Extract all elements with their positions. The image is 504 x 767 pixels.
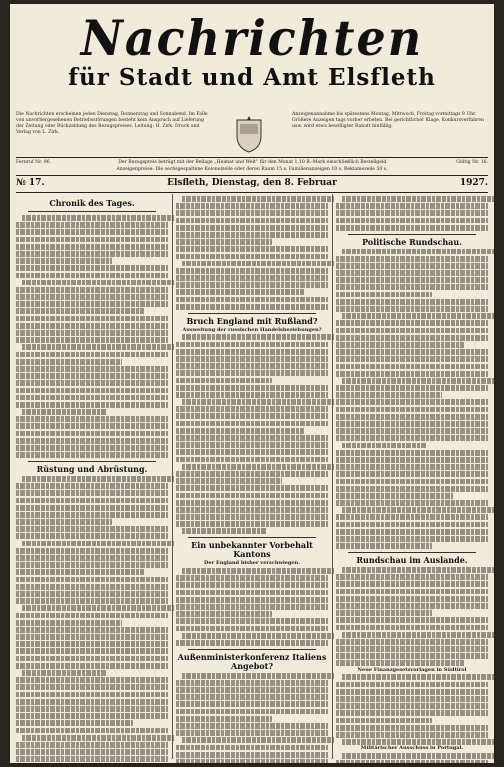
divider xyxy=(16,175,488,176)
text-line xyxy=(16,237,168,243)
text-line xyxy=(336,225,488,231)
text-line xyxy=(176,626,328,632)
text-line xyxy=(16,294,168,300)
text-line xyxy=(176,485,328,491)
text-line xyxy=(16,452,168,458)
text-line xyxy=(342,674,494,680)
text-line xyxy=(16,591,168,597)
column-1 xyxy=(16,196,168,763)
text-line xyxy=(16,287,168,293)
text-line xyxy=(16,613,168,619)
article-text xyxy=(336,249,488,549)
article-text xyxy=(176,673,328,763)
text-line xyxy=(176,597,328,603)
article-text xyxy=(16,476,168,763)
text-line xyxy=(336,732,488,738)
text-line xyxy=(336,760,488,763)
text-line xyxy=(336,421,488,427)
text-line xyxy=(16,569,144,575)
text-line xyxy=(176,701,328,707)
text-line xyxy=(16,445,168,451)
article-text xyxy=(176,568,328,646)
text-line xyxy=(176,590,328,596)
text-line xyxy=(342,196,494,202)
text-line xyxy=(336,596,488,602)
text-line xyxy=(176,218,328,224)
text-line xyxy=(336,364,488,370)
section-heading: Chronik des Tages. xyxy=(49,198,135,208)
text-line xyxy=(336,646,488,652)
text-line xyxy=(176,500,328,506)
text-line xyxy=(182,334,334,340)
text-line xyxy=(336,299,488,305)
text-line xyxy=(16,258,112,264)
text-line xyxy=(336,522,488,528)
text-line xyxy=(16,402,168,408)
text-line xyxy=(16,512,168,518)
text-line xyxy=(176,225,328,231)
text-line xyxy=(176,507,328,513)
text-line xyxy=(16,562,168,568)
text-line xyxy=(336,270,488,276)
text-line xyxy=(16,316,168,322)
publication-info: Die Nachrichten erscheinen jeden Dienstag, Donnerstag und Sonnabend. Im Falle von unvorhergesehenen Betriebsstörungen besteht kein Anspruch auf Lieferung der Zeitung oder Rückzahlung des Bezugspreises. Leitung: H. Zirk. Druck und Verlag von L. Zirk. xyxy=(16,112,208,135)
issue-number: № 17. xyxy=(16,178,45,188)
text-line xyxy=(16,395,168,401)
subscription-line xyxy=(16,160,488,167)
divider xyxy=(16,157,488,158)
text-line xyxy=(16,366,168,372)
text-line xyxy=(176,392,328,398)
text-line xyxy=(336,218,488,224)
text-line xyxy=(336,543,432,549)
text-line xyxy=(336,639,488,645)
text-line xyxy=(176,406,328,412)
text-line xyxy=(176,304,328,310)
text-line xyxy=(16,431,168,437)
text-line xyxy=(176,604,328,610)
text-line xyxy=(336,536,488,542)
text-line xyxy=(176,363,328,369)
text-line xyxy=(176,275,328,281)
newspaper-page xyxy=(10,4,494,763)
text-line xyxy=(176,435,328,441)
text-line xyxy=(176,442,328,448)
article-text xyxy=(336,567,488,666)
text-line xyxy=(16,388,168,394)
text-line xyxy=(16,301,168,307)
text-line xyxy=(22,409,107,415)
text-line xyxy=(336,210,488,216)
text-line xyxy=(336,407,488,413)
text-line xyxy=(176,640,328,646)
text-line xyxy=(176,289,304,295)
text-line xyxy=(16,713,168,719)
text-line xyxy=(176,385,328,391)
text-line xyxy=(16,555,168,561)
text-line xyxy=(182,737,334,743)
text-line xyxy=(176,618,328,624)
text-line xyxy=(176,723,328,729)
text-line xyxy=(336,428,488,434)
text-line xyxy=(336,457,488,463)
text-line xyxy=(22,541,174,547)
text-line xyxy=(22,215,174,221)
text-line xyxy=(176,449,328,455)
text-line xyxy=(182,633,334,639)
text-line xyxy=(22,344,174,350)
text-line xyxy=(176,582,328,588)
text-line xyxy=(336,703,488,709)
text-line xyxy=(336,292,432,298)
text-line xyxy=(16,265,168,271)
text-line xyxy=(182,528,267,534)
text-line xyxy=(176,575,328,581)
text-line xyxy=(16,706,168,712)
text-line xyxy=(16,498,168,504)
validity: Gültig Nr. 16. xyxy=(456,160,488,165)
text-line xyxy=(16,359,122,365)
text-line xyxy=(176,254,328,260)
text-line xyxy=(176,716,272,722)
text-line xyxy=(176,370,328,376)
section-heading: Politische Rundschau. xyxy=(362,236,462,247)
text-line xyxy=(176,210,328,216)
text-line xyxy=(176,342,328,348)
text-line xyxy=(336,486,488,492)
text-line xyxy=(336,625,488,631)
text-line xyxy=(336,589,488,595)
text-line xyxy=(176,349,328,355)
text-line xyxy=(22,280,174,286)
text-line xyxy=(182,568,334,574)
text-line xyxy=(176,478,282,484)
text-line xyxy=(336,356,488,362)
text-line xyxy=(16,577,168,583)
text-line xyxy=(176,687,328,693)
text-line xyxy=(176,521,328,527)
text-line xyxy=(176,203,328,209)
text-line xyxy=(176,745,328,751)
text-line xyxy=(16,742,168,748)
section-subheading: Militärischer Ausschuss in Portugal. xyxy=(360,745,464,752)
text-line xyxy=(176,730,328,736)
text-line xyxy=(336,284,488,290)
text-line xyxy=(16,756,168,762)
text-line xyxy=(336,529,488,535)
text-line xyxy=(336,464,488,470)
text-line xyxy=(336,306,488,312)
text-line xyxy=(336,335,488,341)
text-line xyxy=(336,471,488,477)
text-line xyxy=(16,505,168,511)
text-line xyxy=(176,356,328,362)
text-line xyxy=(16,323,168,329)
text-line xyxy=(16,663,168,669)
text-line xyxy=(342,753,494,759)
text-line xyxy=(16,749,168,755)
article-text xyxy=(176,196,328,310)
text-line xyxy=(342,313,494,319)
section-heading: Rundschau im Auslande. xyxy=(356,555,468,566)
text-line xyxy=(336,450,488,456)
text-line xyxy=(176,752,328,758)
text-line xyxy=(16,423,168,429)
text-line xyxy=(176,493,328,499)
text-line xyxy=(336,514,488,520)
text-line xyxy=(176,680,328,686)
text-line xyxy=(16,273,168,279)
column-2 xyxy=(176,196,328,763)
text-line xyxy=(176,694,328,700)
text-line xyxy=(16,337,168,343)
text-line xyxy=(16,526,168,532)
text-line xyxy=(176,759,328,763)
text-line xyxy=(336,342,464,348)
text-line xyxy=(336,574,488,580)
text-line xyxy=(182,399,334,405)
text-line xyxy=(336,320,488,326)
text-line xyxy=(16,380,168,386)
text-line xyxy=(176,282,328,288)
text-line xyxy=(16,533,168,539)
place-date: Elsfleth, Dienstag, den 8. Februar xyxy=(167,178,337,188)
text-line xyxy=(176,428,304,434)
text-line xyxy=(336,399,488,405)
text-line xyxy=(336,718,432,724)
text-line xyxy=(16,251,168,257)
section-subheading: Der England bisher verschwiegen. xyxy=(204,560,300,567)
text-line xyxy=(16,229,168,235)
divider xyxy=(16,192,488,193)
masthead-title: Nachrichten xyxy=(80,9,424,67)
text-line xyxy=(336,696,488,702)
text-line xyxy=(176,421,328,427)
text-line xyxy=(22,605,174,611)
text-line xyxy=(16,244,168,250)
text-line xyxy=(16,373,168,379)
text-line xyxy=(336,479,488,485)
text-line xyxy=(336,328,488,334)
text-line xyxy=(342,378,494,384)
text-line xyxy=(16,308,144,314)
text-line xyxy=(176,709,328,715)
text-line xyxy=(16,490,168,496)
text-line xyxy=(342,739,494,745)
text-line xyxy=(16,641,168,647)
text-line xyxy=(336,617,488,623)
text-line xyxy=(336,603,488,609)
text-line xyxy=(16,222,168,228)
article-text xyxy=(176,334,328,534)
text-line xyxy=(342,632,494,638)
text-line xyxy=(336,392,442,398)
text-line xyxy=(336,689,488,695)
text-line xyxy=(336,385,488,391)
article-text xyxy=(336,196,488,231)
column-3 xyxy=(336,196,488,763)
text-line xyxy=(182,673,334,679)
text-line xyxy=(22,670,107,676)
text-line xyxy=(176,378,272,384)
section-subheading: Ausweitung der russischen Handelsbeziehungen? xyxy=(182,326,322,333)
text-line xyxy=(16,352,168,358)
text-line xyxy=(182,464,334,470)
text-line xyxy=(176,611,272,617)
text-line xyxy=(16,634,168,640)
text-line xyxy=(16,598,168,604)
text-line xyxy=(16,548,168,554)
text-line xyxy=(336,277,488,283)
text-line xyxy=(16,677,168,683)
text-line xyxy=(22,476,174,482)
text-line xyxy=(16,692,168,698)
text-line xyxy=(176,471,328,477)
text-line xyxy=(176,297,328,303)
text-line xyxy=(176,514,328,520)
ad-prices: Anzeigenpreise: Die sechsgespaltene Kolonelzeile oder deren Raum 15 s. Familienanzeigen 10 s. Reklamezeile 50 s. xyxy=(116,167,388,172)
text-line xyxy=(176,246,328,252)
text-line xyxy=(16,656,168,662)
advertising-info: Anzeigenannahme bis spätestens Montag, Mittwoch, Freitag vormittags 9 Uhr. Größere Anzeigen tags vorher erbeten. Bei gerichtlicher Klage, Konkursverfahren usw. wird etwa bewilligter Rabatt hinfällig. xyxy=(292,112,484,129)
text-line xyxy=(16,330,168,336)
text-line xyxy=(336,371,488,377)
subscription-price: Der Bezugspreis beträgt mit der Beilage „Heimat und Welt“ für den Monat 1,10 R.-Mark einschließlich Bestellgeld. xyxy=(118,160,388,165)
text-line xyxy=(336,435,488,441)
text-line xyxy=(336,500,488,506)
text-line xyxy=(16,438,168,444)
section-heading: Ein unbekannter Vorbehalt Kantons xyxy=(191,540,313,560)
text-line xyxy=(182,261,334,267)
text-line xyxy=(16,620,122,626)
text-line xyxy=(182,196,334,202)
article-text xyxy=(336,753,488,763)
text-line xyxy=(176,457,328,463)
section-subheading: Neue Finanzgesetzvorlagen in Südtirol xyxy=(357,666,467,673)
text-line xyxy=(16,684,168,690)
text-line xyxy=(16,720,133,726)
section-heading: Bruch England mit Rußland? xyxy=(186,315,318,326)
text-line xyxy=(336,682,488,688)
article-text xyxy=(16,215,168,458)
text-line xyxy=(336,256,488,262)
text-line xyxy=(16,416,168,422)
text-line xyxy=(342,443,427,449)
text-line xyxy=(176,239,272,245)
phone-number: Fernruf Nr. 96. xyxy=(16,160,52,165)
article-text xyxy=(336,674,488,744)
text-line xyxy=(16,699,168,705)
text-line xyxy=(336,581,488,587)
text-line xyxy=(336,493,453,499)
coat-of-arms-icon xyxy=(234,114,264,154)
text-line xyxy=(16,519,112,525)
text-line xyxy=(16,648,168,654)
text-line xyxy=(336,725,488,731)
issue-year: 1927. xyxy=(459,178,488,188)
section-heading: Außenministerkonferenz Italiens Angebot? xyxy=(177,651,327,671)
text-line xyxy=(16,627,168,633)
text-line xyxy=(16,483,168,489)
text-line xyxy=(176,232,328,238)
text-line xyxy=(176,413,328,419)
section-heading: Rüstung und Abrüstung. xyxy=(36,463,148,474)
text-line xyxy=(342,249,494,255)
masthead xyxy=(10,10,494,90)
dateline xyxy=(16,178,488,190)
text-line xyxy=(336,653,488,659)
text-line xyxy=(336,660,464,666)
text-line xyxy=(342,567,494,573)
text-line xyxy=(22,735,174,741)
masthead-subtitle: für Stadt und Amt Elsfleth xyxy=(68,64,436,91)
text-line xyxy=(342,507,494,513)
text-line xyxy=(16,728,168,734)
text-line xyxy=(336,349,488,355)
text-line xyxy=(16,584,168,590)
text-line xyxy=(336,610,432,616)
text-line xyxy=(336,710,488,716)
text-line xyxy=(176,268,328,274)
text-line xyxy=(336,203,488,209)
text-line xyxy=(336,263,488,269)
text-line xyxy=(336,414,488,420)
